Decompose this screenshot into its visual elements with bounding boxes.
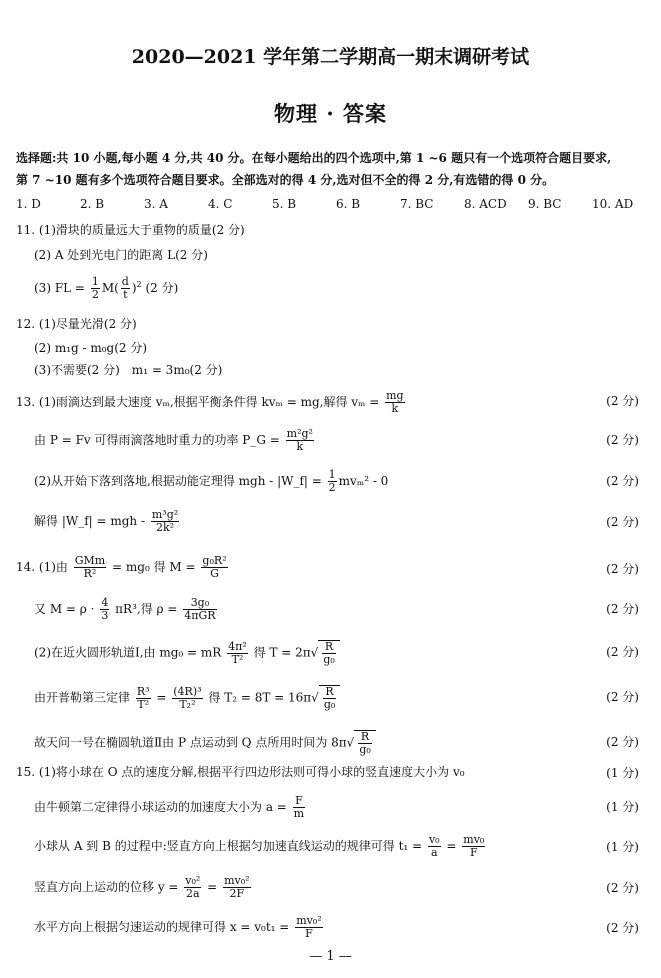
q13-line-2: 由 P = Fv 可得雨滴落地时重力的功率 P_G = $\frac{\text{m²g²}}{k}$: [34, 427, 313, 453]
q12-line-1: 12. (1)尽量光滑(2 分): [16, 317, 137, 331]
points-13: (2 分): [606, 881, 639, 895]
answer-9: 9. BC: [528, 197, 562, 211]
points-3: (2 分): [606, 474, 639, 488]
answer-4: 4. C: [208, 197, 233, 211]
answer-10: 10. AD: [592, 197, 634, 211]
points-1: (2 分): [606, 394, 639, 408]
q15-line-3: 小球从 A 到 B 的过程中:竖直方向上根据匀加速直线运动的规律可得 t₁ = $\frac{\text{v₀}}{a}$ = $\frac{\text{mv₀}}{F}$: [34, 833, 485, 859]
page-number: — 1 —: [309, 949, 352, 964]
q15-line-1: 15. (1)将小球在 O 点的速度分解,根据平行四边形法则可得小球的竖直速度大小为 v₀: [16, 765, 465, 779]
q14-line-2: 又 M = ρ · $\frac{4}{3}$ πR³,得 ρ = $\frac{\text{3g₀}}{\text{4πGR}}$: [34, 596, 216, 622]
exam-title: 2020—2021 学年第二学期高一期末调研考试: [131, 46, 530, 68]
answer-2: 2. B: [80, 197, 105, 211]
points-2: (2 分): [606, 433, 639, 447]
points-11: (1 分): [606, 800, 639, 814]
answer-6: 6. B: [336, 197, 361, 211]
exam-subtitle: 物理 · 答案: [274, 101, 387, 126]
q11-line-3: (3) FL = $\frac{1}{2}$ M( $\frac{d}{t}$ )$^2$ (2 分): [34, 275, 179, 301]
points-4: (2 分): [606, 515, 639, 529]
answer-1: 1. D: [16, 197, 41, 211]
q13-line-1: 13. (1)雨滴达到最大速度 vₘ,根据平衡条件得 kvₘ = mg,解得 vₘ = $\frac{mg}{k}$: [16, 389, 404, 415]
q15-line-5: 水平方向上根据匀速运动的规律可得 x = v₀t₁ = $\frac{\text{mv₀²}}{F}$: [34, 914, 322, 940]
points-9: (2 分): [606, 735, 639, 749]
points-10: (1 分): [606, 766, 639, 780]
q11-line-2: (2) A 处到光电门的距离 L(2 分): [34, 248, 208, 262]
q14-line-4: 由开普勒第三定律 $\frac{\text{R³}}{\text{T²}}$ = $\frac{\text{(4R)³}}{\text{T₂²}}$ 得 T₂ = 8T = 16π√ $\frac{R}{\text{g₀}}$: [34, 685, 340, 711]
points-7: (2 分): [606, 645, 639, 659]
q12-line-3: (3)不需要(2 分) m₁ = 3m₀(2 分): [34, 363, 223, 377]
points-5: (2 分): [606, 562, 639, 576]
intro-line-1: 选择题:共 10 小题,每小题 4 分,共 40 分。在每小题给出的四个选项中,第 1 ~6 题只有一个选项符合题目要求,: [16, 151, 612, 165]
q13-line-4: 解得 |W_f| = mgh - $\frac{\text{m³g²}}{\text{2k²}}$: [34, 508, 179, 534]
q15-line-2: 由牛顿第二定律得小球运动的加速度大小为 a = $\frac{F}{m}$: [34, 794, 305, 820]
q14-line-3: (2)在近火圆形轨道Ⅰ,由 mg₀ = mR $\frac{\text{4π²}}{\text{T²}}$ 得 T = 2π√ $\frac{R}{\text{g₀}}$: [34, 640, 340, 666]
points-8: (2 分): [606, 690, 639, 704]
q13-line-3: (2)从开始下落到落地,根据动能定理得 mgh - |W_f| = $\frac{1}{2}$ mvₘ² - 0: [34, 468, 389, 494]
answer-7: 7. BC: [400, 197, 434, 211]
intro-line-2: 第 7 ~10 题有多个选项符合题目要求。全部选对的得 4 分,选对但不全的得 2 分,有选错的得 0 分。: [16, 173, 555, 187]
points-6: (2 分): [606, 602, 639, 616]
points-14: (2 分): [606, 921, 639, 935]
answer-3: 3. A: [144, 197, 168, 211]
answer-5: 5. B: [272, 197, 297, 211]
q15-line-4: 竖直方向上运动的位移 y = $\frac{\text{v₀²}}{2a}$ = $\frac{\text{mv₀²}}{2F}$: [34, 874, 250, 900]
q12-line-2: (2) m₁g - m₀g(2 分): [34, 341, 148, 355]
q14-line-5: 故天问一号在椭圆轨道Ⅱ由 P 点运动到 Q 点所用时间为 8π√ $\frac{R}{\text{g₀}}$: [34, 730, 376, 756]
answer-8: 8. ACD: [464, 197, 507, 211]
q14-line-1: 14. (1)由 $\frac{\text{GMm}}{\text{R²}}$ = mg₀ 得 M = $\frac{\text{g₀R²}}{G}$: [16, 554, 227, 580]
points-12: (1 分): [606, 840, 639, 854]
q11-line-1: 11. (1)滑块的质量远大于重物的质量(2 分): [16, 223, 245, 237]
